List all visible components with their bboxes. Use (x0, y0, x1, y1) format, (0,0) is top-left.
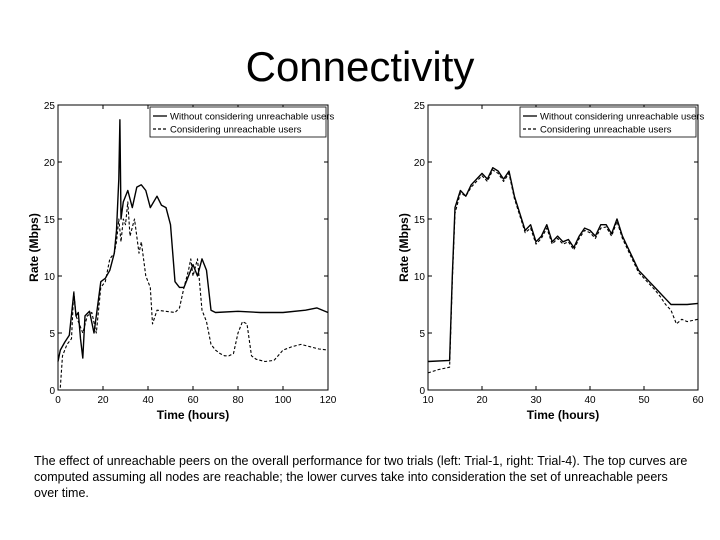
x-tick-label: 40 (584, 395, 596, 406)
x-tick-label: 120 (319, 395, 337, 406)
x-tick-label: 100 (274, 395, 292, 406)
x-tick-label: 0 (55, 395, 61, 406)
plot-frame (58, 105, 328, 390)
y-tick-label: 5 (419, 329, 425, 340)
y-tick-label: 0 (49, 386, 55, 397)
y-tick-label: 25 (43, 101, 55, 112)
y-tick-label: 20 (413, 158, 425, 169)
x-tick-label: 20 (97, 395, 109, 406)
x-tick-label: 30 (530, 395, 542, 406)
legend-label: Considering unreachable users (540, 124, 672, 136)
x-tick-label: 50 (638, 395, 650, 406)
chart-trial-4 (398, 95, 703, 425)
x-tick-label: 20 (476, 395, 488, 406)
legend-label: Considering unreachable users (170, 124, 302, 136)
x-tick-label: 60 (692, 395, 704, 406)
legend-label: Without considering unreachable users (540, 111, 705, 123)
y-tick-label: 25 (413, 101, 425, 112)
y-tick-label: 15 (43, 215, 55, 226)
figure-caption: The effect of unreachable peers on the overall performance for two trials (left: Trial-1, right: Trial-4). The top curves are computed assuming all nodes are reachable; the lower curves take into consideration the set of unreachable peers over time. (34, 454, 688, 500)
plot-frame (428, 105, 698, 390)
x-tick-label: 80 (232, 395, 244, 406)
x-axis-label: Time (hours) (526, 408, 600, 422)
y-axis-label: Rate (Mbps) (397, 213, 411, 282)
x-tick-label: 10 (422, 395, 434, 406)
y-tick-label: 10 (413, 272, 425, 283)
chart-trial-1 (27, 95, 337, 425)
y-tick-label: 20 (43, 158, 55, 169)
y-tick-label: 5 (49, 329, 55, 340)
y-tick-label: 0 (419, 386, 425, 397)
legend-label: Without considering unreachable users (170, 111, 335, 123)
y-tick-label: 15 (413, 215, 425, 226)
y-axis-label: Rate (Mbps) (27, 213, 41, 282)
y-tick-label: 10 (43, 272, 55, 283)
x-tick-label: 40 (142, 395, 154, 406)
x-axis-label: Time (hours) (156, 408, 230, 422)
x-tick-label: 60 (187, 395, 199, 406)
slide-title: Connectivity (245, 43, 475, 90)
